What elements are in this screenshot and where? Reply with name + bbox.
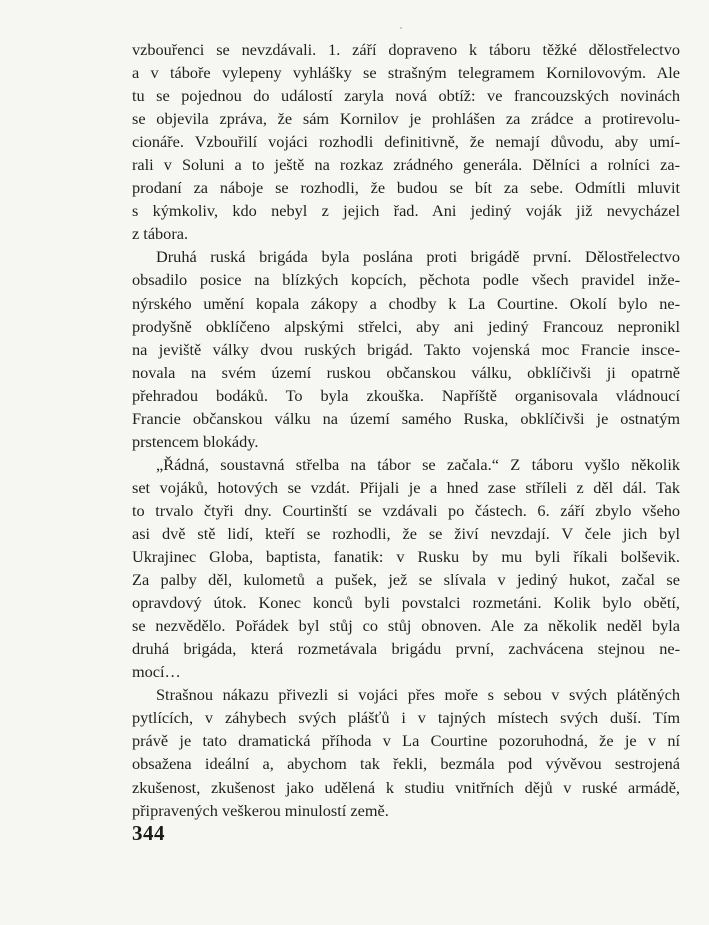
paragraph-1 [132,38,680,245]
text-line: obsažena ideální a, abychom tak řekli, bezmála pod vývěvou sestrojená [132,754,680,774]
text-line: tu se pojednou do událostí zaryla nová obtíž: ve francouzských novinách [132,86,680,106]
text-line: cionáře. Vzbouřilí vojáci rozhodli definitivně, že nemají důvodu, aby umí- [132,132,680,152]
paragraph-4 [132,683,680,821]
text-line: prodaní za náboje se rozhodli, že budou se bít za sebe. Odmítli mluvit [132,178,680,198]
text-line: se objevila zpráva, že sám Kornilov je prohlášen za zrádce a protirevolu- [132,109,680,129]
paragraph-3 [132,453,680,683]
text-line: druhá brigáda, která rozmetávala brigádu první, zachvácena stejnou ne- [132,639,680,659]
text-line: se nezvědělo. Pořádek byl stůj co stůj obnoven. Ale za několik neděl byla [132,616,680,636]
text-line: vzbouřenci se nevzdávali. 1. září dopraveno k táboru těžké dělostřelectvo [132,40,680,59]
text-line: „Řádná, soustavná střelba na tábor se začala.“ Z táboru vyšlo několik [156,454,680,474]
text-line: novala na svém území ruskou občanskou válku, obklíčivši ji opatrně [132,362,680,382]
text-line: prstencem blokády. [132,431,259,451]
text-line: z tábora. [132,224,189,244]
text-line: zkušenost, zkušenost jako udělená k studiu vnitřních dějů v ruské armádě, [132,777,680,797]
text-line: připravených veškerou minulostí země. [132,800,389,820]
text-line: nýrského umění kopala zákopy a chodby k La Courtine. Okolí bylo ne- [132,293,680,313]
text-line: s kýmkoliv, kdo nebyl z jejich řad. Ani jediný voják již nevycházel [132,201,680,221]
text-line: přehradou bodáků. To byla zkouška. Napříště organisovala vládnoucí [132,385,680,405]
text-line: na jeviště války dvou ruských brigád. Takto vojenská moc Francie insce- [132,339,680,359]
page-number: 344 [132,821,165,845]
text-line: Strašnou nákazu přivezli si vojáci přes moře s sebou v svých plátěných [156,685,680,705]
text-line: Francie občanskou válku na území samého Ruska, obklíčivši je ostnatým [132,408,680,428]
text-line: asi dvě stě lidí, kteří se rozhodli, že se živí nevzdají. V čele jich byl [132,523,680,543]
text-line: Za palby děl, kulometů a pušek, jež se slívala v jediný hukot, začal se [132,570,680,590]
text-line: Druhá ruská brigáda byla poslána proti brigádě první. Dělostřelectvo [156,247,680,267]
paragraph-2 [132,245,680,452]
print-speck [400,27,402,29]
text-line: mocí… [132,662,181,682]
text-line: pytlících, v záhybech svých plášťů i v tajných místech svých duší. Tím [132,708,680,728]
text-line: prodyšně obklíčeno alpskými střelci, aby ani jediný Francouz nepronikl [132,316,680,336]
text-line: to trvalo čtyři dny. Courtinští se vzdávali po částech. 6. září zbylo všeho [132,500,680,520]
text-line: a v táboře vylepeny vyhlášky se strašným telegramem Kornilovovým. Ale [132,63,680,83]
text-line: Ukrajinec Globa, baptista, fanatik: v Rusku by mu byli říkali bolševik. [132,547,680,567]
text-line: opravdový útok. Konec konců byli povstalci rozmetáni. Kolik bylo obětí, [132,593,680,613]
text-line: rali v Soluni a to ještě na rozkaz zrádného generála. Dělníci a rolníci za- [132,155,680,175]
text-line: obsadilo posice na blízkých kopcích, pěchota podle všech pravidel inže- [132,270,680,290]
text-line: set vojáků, hotových se vzdát. Přijali je a hned zase stříleli z děl dál. Tak [132,477,680,497]
body-text [132,38,680,822]
text-line: právě je tato dramatická příhoda v La Courtine pozoruhodná, že je v ní [132,731,680,751]
